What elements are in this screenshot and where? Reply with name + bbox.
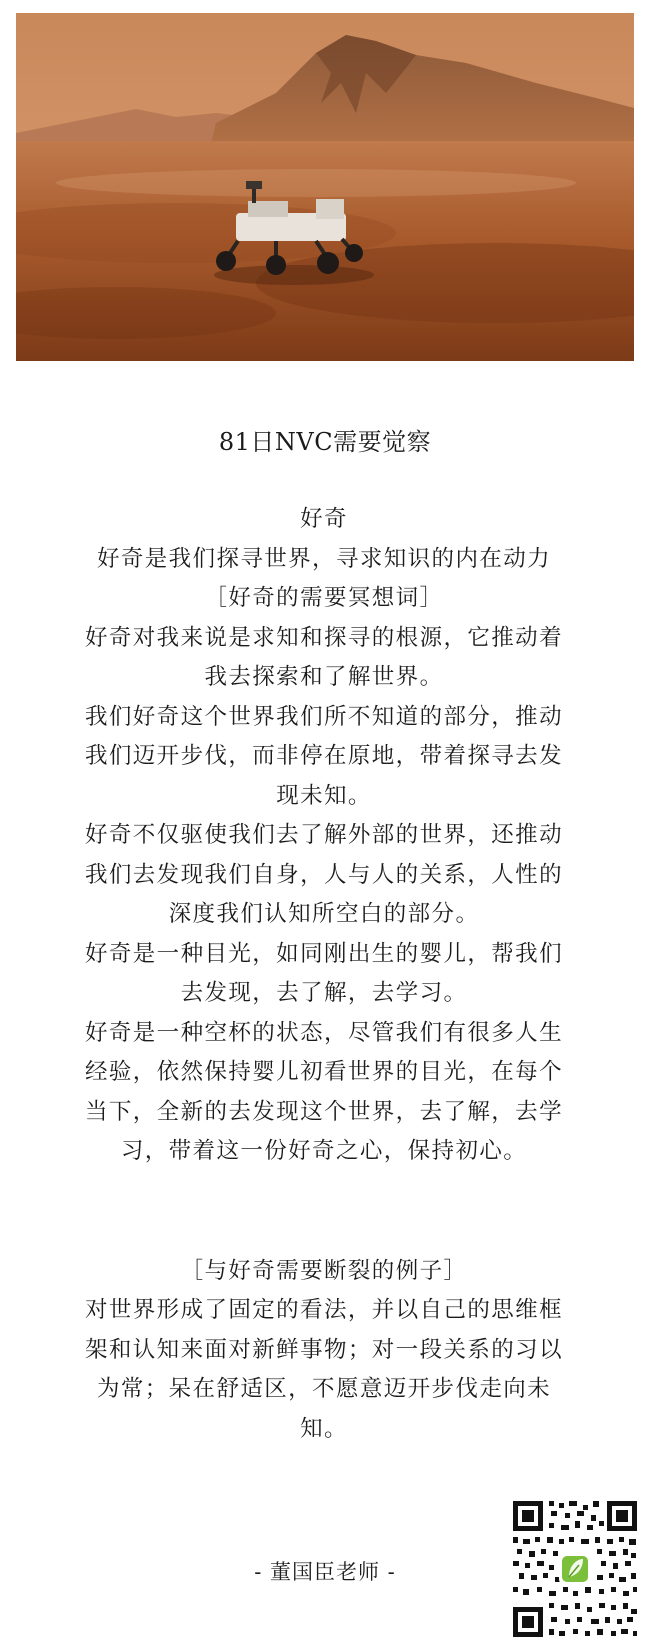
paragraph: 好奇对我来说是求知和探寻的根源，它推动着我去探索和了解世界。	[84, 624, 563, 690]
paragraph: 好奇是一种空杯的状态，尽管我们有很多人生经验，依然保持婴儿初看世界的目光，在每个当下，全新的去发现这个世界，去了解，去学习，带着这一份好奇之心，保持初心。	[84, 1019, 563, 1164]
paragraph: 好奇是我们探寻世界，寻求知识的内在动力	[96, 545, 552, 572]
paragraph: 好奇不仅驱使我们去了解外部的世界，还推动我们去发现我们自身，人与人的关系，人性的深度我们认知所空白的部分。	[84, 822, 563, 927]
leaf-logo-icon	[559, 1553, 591, 1585]
subsection-heading: ［好奇的需要冥想词］	[204, 585, 444, 611]
section-heading: 好奇	[300, 506, 348, 532]
article-body	[80, 500, 568, 1449]
subsection-heading: ［与好奇需要断裂的例子］	[180, 1257, 468, 1284]
paragraph: 对世界形成了固定的看法，并以自己的思维框架和认知来面对新鲜事物；对一段关系的习以为常；呆在舒适区，不愿意迈开步伐走向未知。	[84, 1297, 563, 1442]
author-signature: - 董国臣老师 -	[254, 1560, 396, 1584]
mars-rover-landscape	[16, 13, 634, 361]
qr-code-icon[interactable]	[511, 1499, 639, 1639]
paragraph: 我们好奇这个世界我们所不知道的部分，推动我们迈开步伐，而非停在原地，带着探寻去发现未知。	[84, 703, 563, 809]
paragraph: 好奇是一种目光，如同刚出生的婴儿，帮我们去发现，去了解，去学习。	[84, 940, 563, 1006]
page-title: 81日NVC需要觉察	[218, 428, 432, 456]
hero-image	[16, 13, 634, 361]
